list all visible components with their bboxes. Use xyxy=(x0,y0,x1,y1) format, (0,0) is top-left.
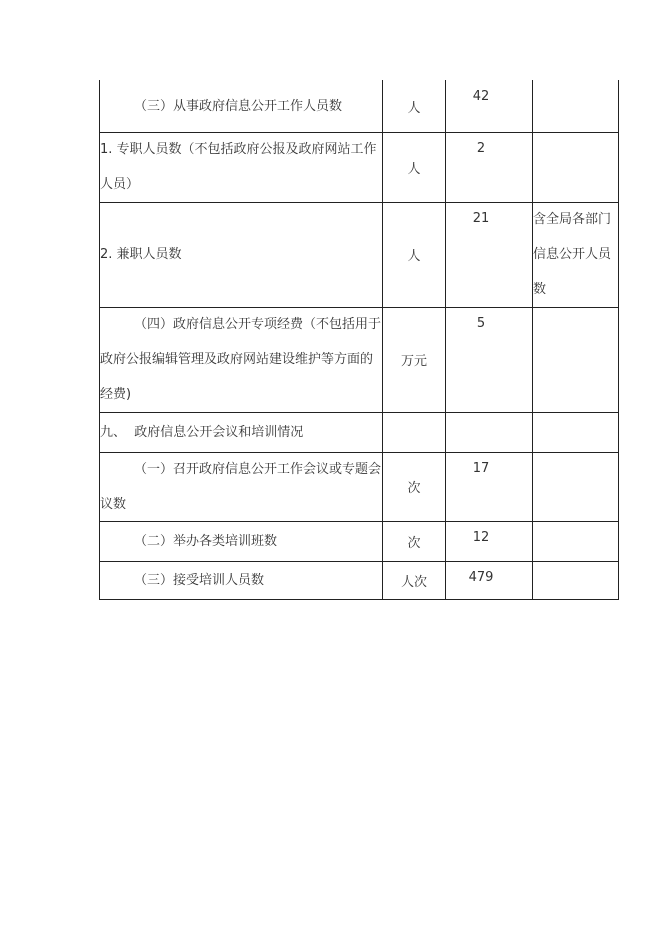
row-value: 17 xyxy=(446,452,533,521)
row-item: （四）政府信息公开专项经费（不包括用于政府公报编辑管理及政府网站建设维护等方面的经费) xyxy=(100,317,382,402)
row-note: 含全局各部门信息公开人员数 xyxy=(533,212,612,297)
row-item: （三）从事政府信息公开工作人员数 xyxy=(134,98,343,114)
row-item: 1. 专职人员数（不包括政府公报及政府网站工作人员） xyxy=(100,142,377,192)
row-unit: 人 xyxy=(383,80,446,132)
row-unit: 人 xyxy=(383,202,446,307)
row-item: 九、 政府信息公开会议和培训情况 xyxy=(100,424,304,440)
table-row xyxy=(99,132,619,203)
row-unit xyxy=(383,412,446,452)
table-row xyxy=(99,202,619,308)
row-unit: 人次 xyxy=(383,561,446,599)
row-note xyxy=(533,521,618,561)
row-unit: 万元 xyxy=(383,307,446,412)
row-value: 42 xyxy=(446,80,533,132)
row-unit: 次 xyxy=(383,452,446,521)
row-note xyxy=(533,132,618,202)
row-item: （三）接受培训人员数 xyxy=(134,572,265,588)
row-unit: 次 xyxy=(383,521,446,561)
table-row xyxy=(99,452,619,522)
table-row xyxy=(99,412,619,453)
row-value: 2 xyxy=(446,132,533,202)
row-note xyxy=(533,561,618,599)
row-value xyxy=(446,412,533,452)
row-value: 21 xyxy=(446,202,533,307)
row-unit: 人 xyxy=(383,132,446,202)
row-note xyxy=(533,412,618,452)
table-row xyxy=(99,521,619,562)
row-note xyxy=(533,307,618,412)
row-item: （二）举办各类培训班数 xyxy=(134,533,278,549)
table-row xyxy=(99,80,619,133)
row-value: 5 xyxy=(446,307,533,412)
row-note xyxy=(533,452,618,521)
row-item: 2. 兼职人员数 xyxy=(100,247,182,262)
row-value: 479 xyxy=(446,561,533,599)
table-row xyxy=(99,561,619,600)
row-value: 12 xyxy=(446,521,533,561)
table-row xyxy=(99,307,619,413)
row-item: （一）召开政府信息公开工作会议或专题会议数 xyxy=(100,461,382,512)
row-note xyxy=(533,80,618,132)
